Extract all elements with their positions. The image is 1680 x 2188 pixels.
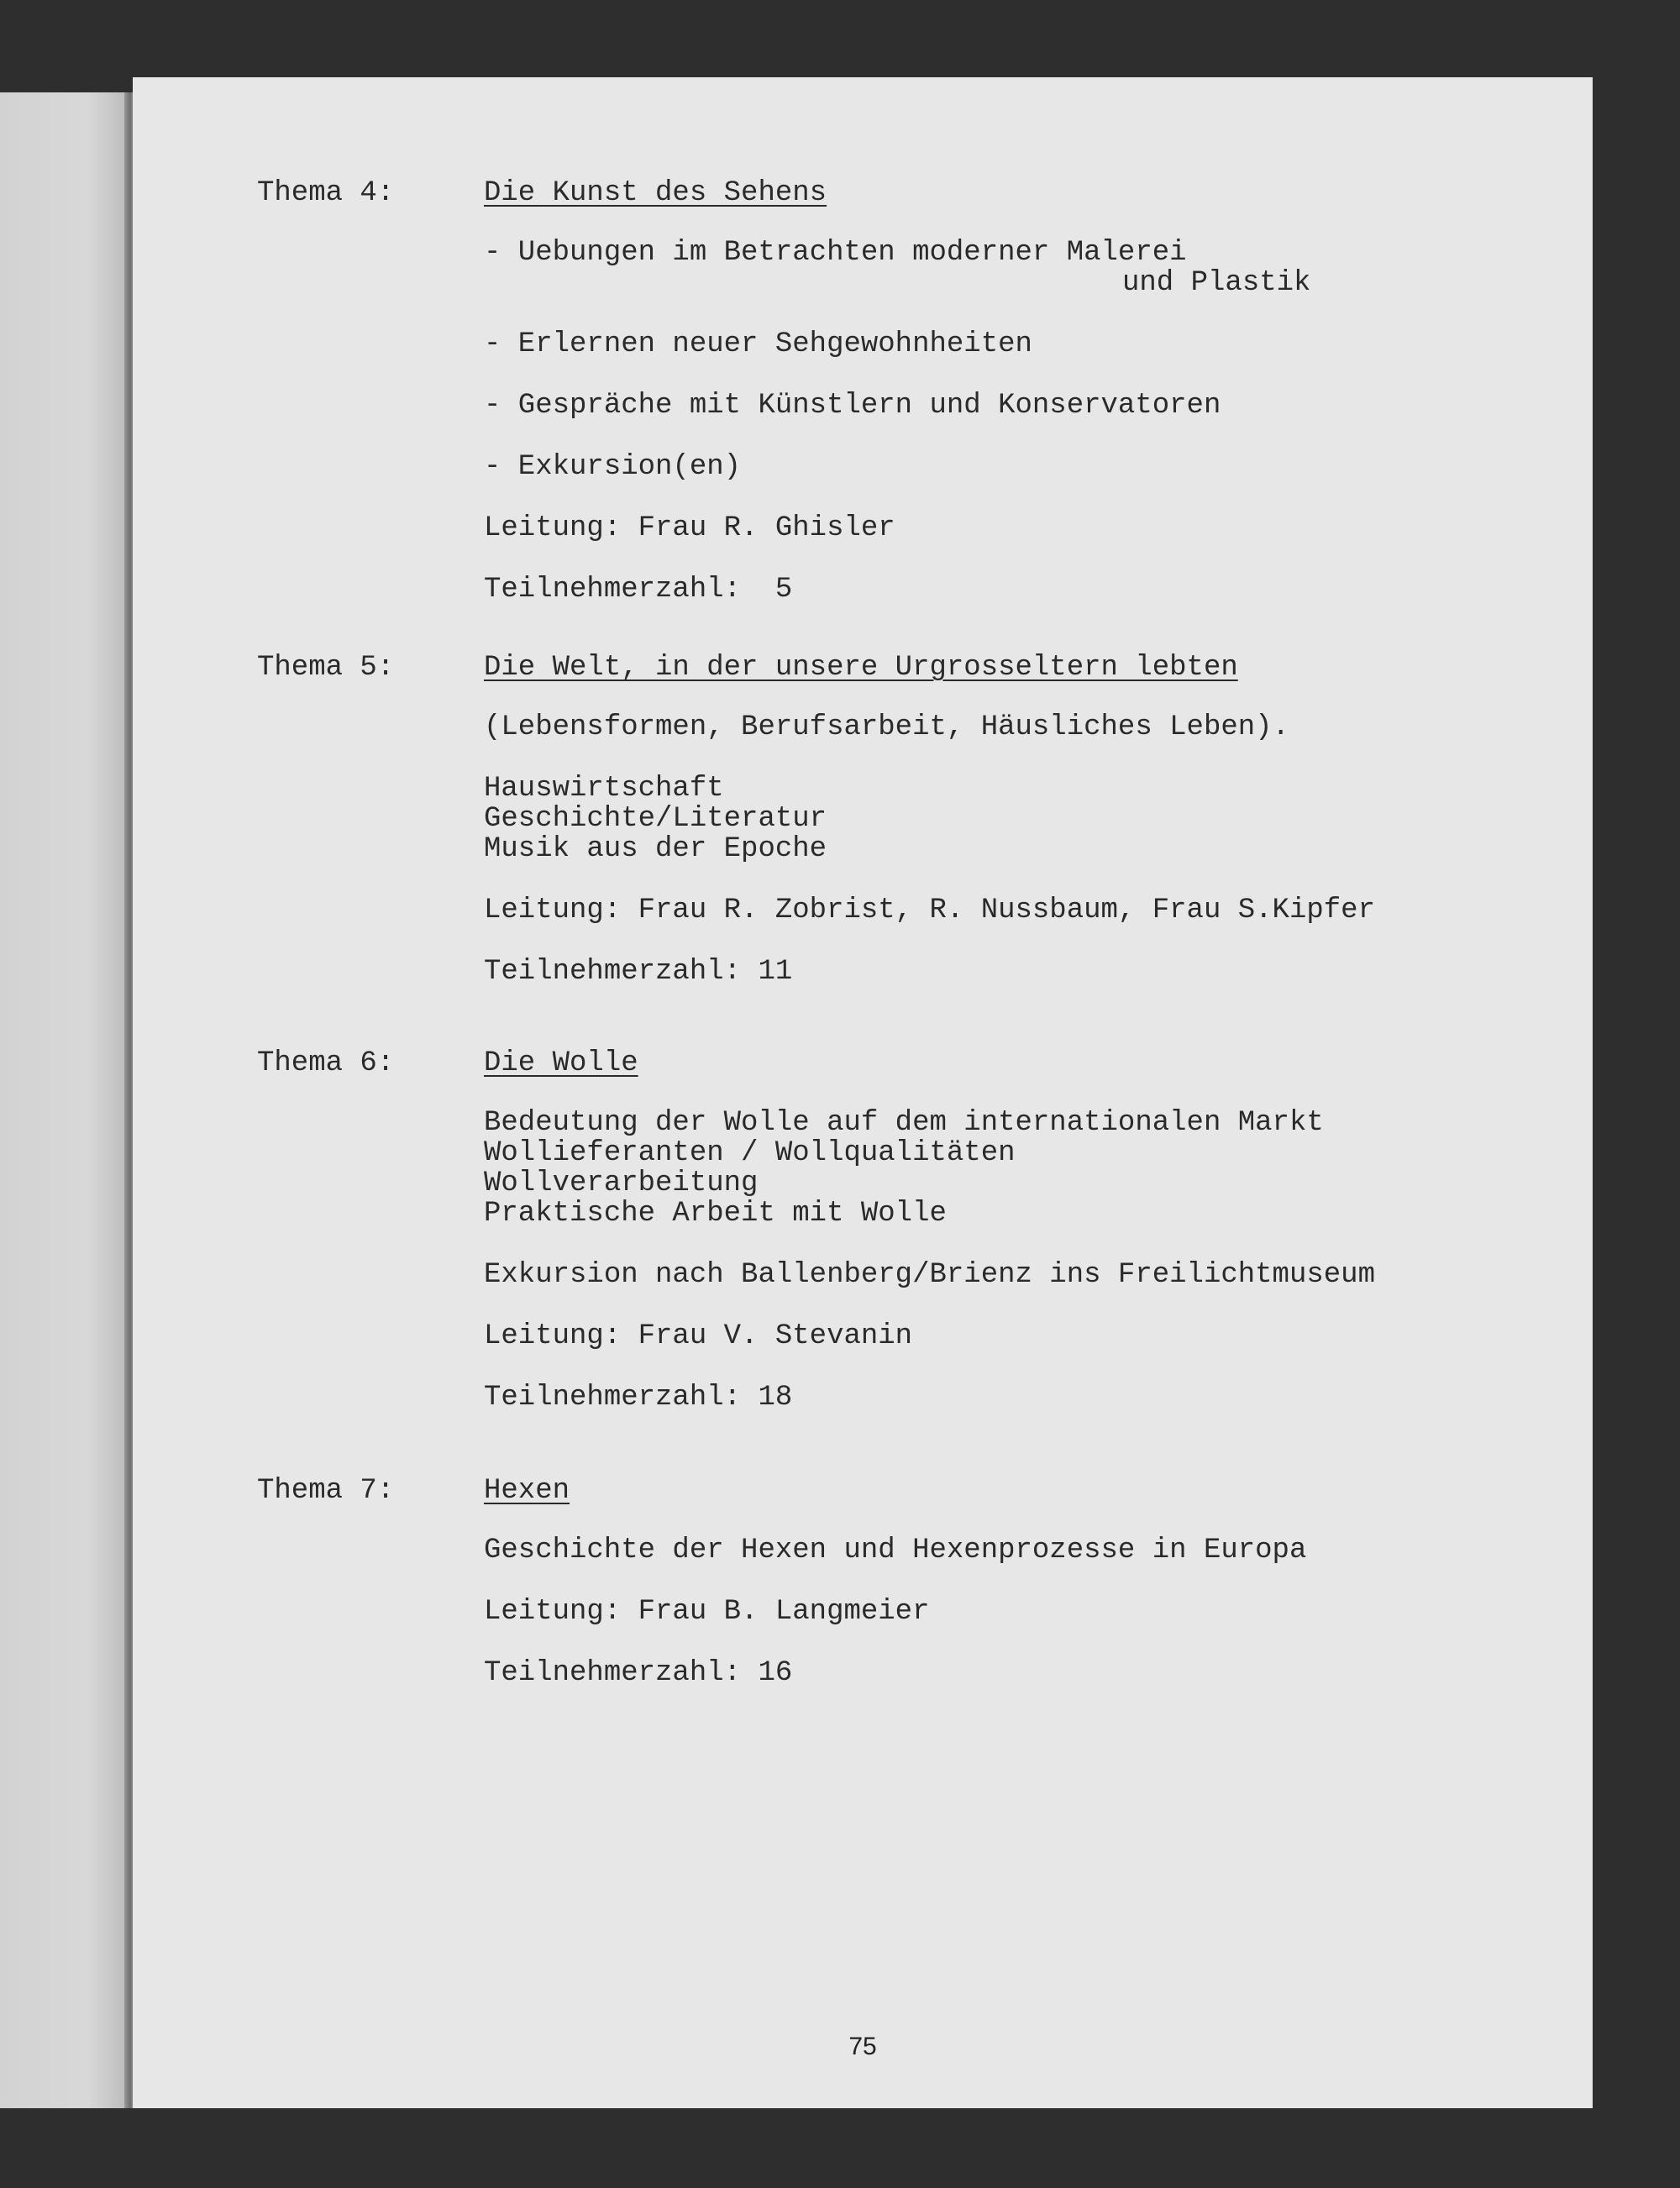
- list-item: - Uebungen im Betrachten moderner Malerei: [484, 237, 1187, 269]
- list-item: Musik aus der Epoche: [484, 833, 827, 865]
- teilnehmerzahl: Teilnehmerzahl: 16: [484, 1657, 793, 1689]
- document-page: [133, 77, 1593, 2108]
- teilnehmerzahl: Teilnehmerzahl: 5: [484, 574, 793, 606]
- section-content: [484, 176, 1576, 605]
- list-item: - Gespräche mit Künstlern und Konservatoren: [484, 390, 1221, 422]
- section-intro: Geschichte der Hexen und Hexenprozesse in Europa: [484, 1535, 1307, 1566]
- teilnehmerzahl: Teilnehmerzahl: 11: [484, 956, 793, 988]
- leitung: Leitung: Frau R. Ghisler: [484, 512, 895, 544]
- section-title: Die Wolle: [484, 1047, 638, 1079]
- list-item: - Erlernen neuer Sehgewohnheiten: [484, 328, 1032, 360]
- list-item: Bedeutung der Wolle auf dem internationalen Markt: [484, 1107, 1324, 1139]
- section-label: Thema 6:: [257, 1047, 395, 1079]
- list-item: Hauswirtschaft: [484, 773, 724, 805]
- section-content: [484, 1047, 1576, 1413]
- section-intro: (Lebensformen, Berufsarbeit, Häusliches Leben).: [484, 711, 1289, 743]
- left-page-edge: [0, 92, 126, 2108]
- list-item: Geschichte/Literatur: [484, 803, 827, 835]
- list-item: Praktische Arbeit mit Wolle: [484, 1198, 947, 1230]
- section-label: Thema 4:: [257, 177, 395, 209]
- section-title: Die Welt, in der unsere Urgrosseltern lebten: [484, 652, 1238, 684]
- list-item: Wollieferanten / Wollqualitäten: [484, 1137, 1016, 1169]
- section-label: Thema 7:: [257, 1475, 395, 1507]
- list-item: Wollverarbeitung: [484, 1167, 759, 1199]
- list-item: - Exkursion(en): [484, 451, 742, 483]
- leitung: Leitung: Frau R. Zobrist, R. Nussbaum, Frau S.Kipfer: [484, 895, 1375, 926]
- leitung: Leitung: Frau B. Langmeier: [484, 1596, 930, 1628]
- page-number: 75: [848, 2033, 877, 2060]
- leitung: Leitung: Frau V. Stevanin: [484, 1320, 913, 1352]
- section-content: [484, 1474, 1576, 1688]
- section-title: Hexen: [484, 1475, 570, 1507]
- section-content: [484, 651, 1576, 987]
- section-title: Die Kunst des Sehens: [484, 177, 827, 209]
- section-label: Thema 5:: [257, 652, 395, 684]
- exkursion: Exkursion nach Ballenberg/Brienz ins Freilichtmuseum: [484, 1259, 1375, 1291]
- teilnehmerzahl: Teilnehmerzahl: 18: [484, 1382, 793, 1414]
- list-item-continuation: und Plastik: [1122, 267, 1311, 299]
